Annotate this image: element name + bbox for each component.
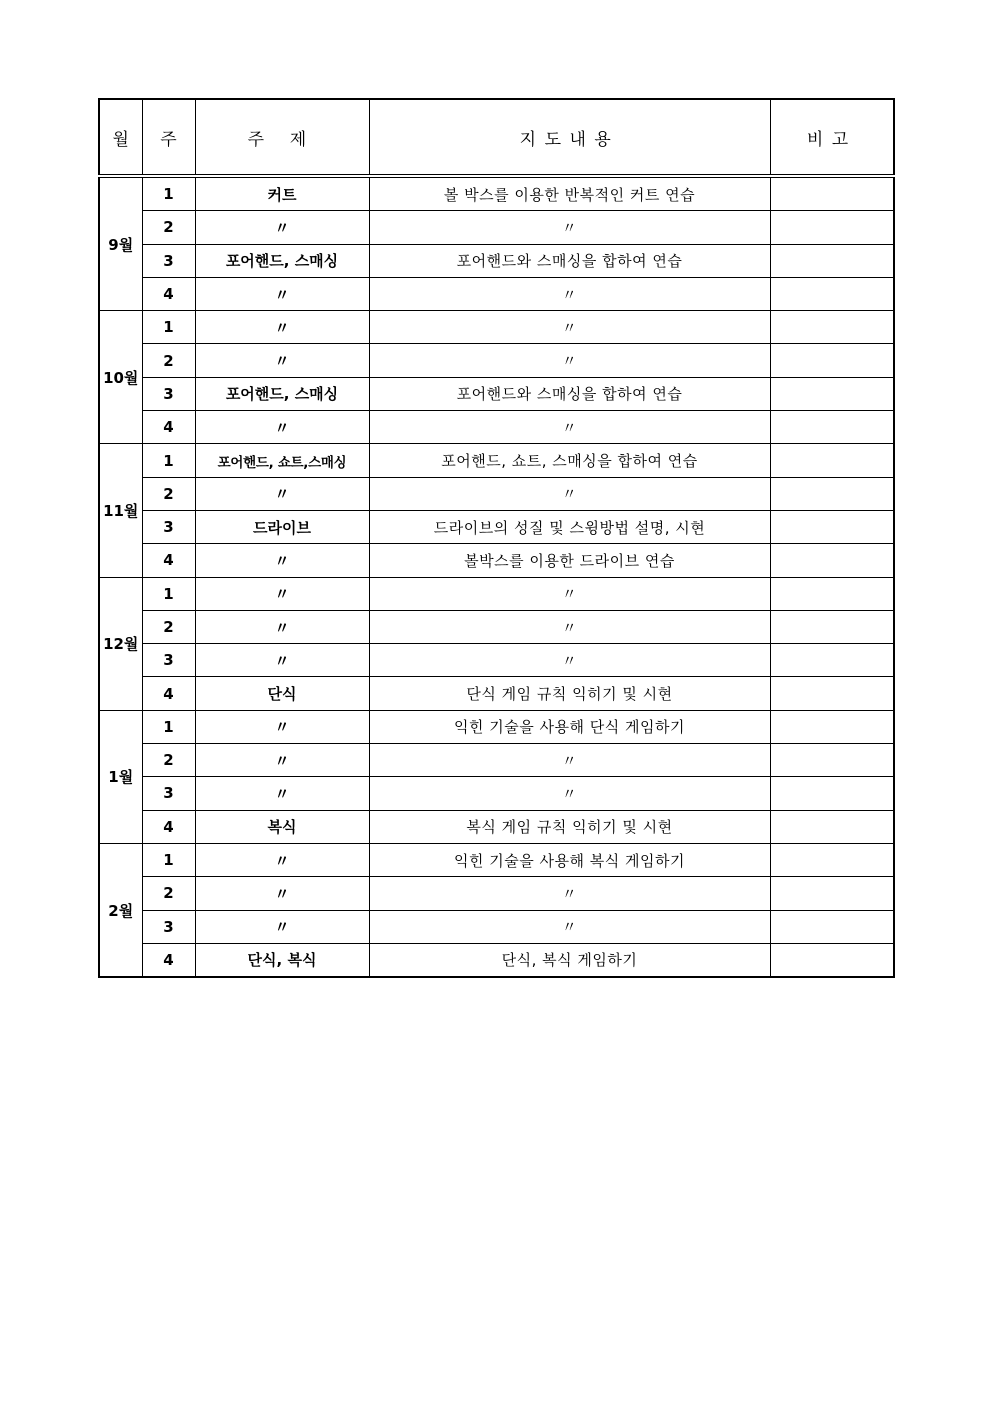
note-cell <box>770 610 894 643</box>
week-cell: 3 <box>142 244 195 277</box>
table-row <box>99 744 894 777</box>
table-row <box>99 211 894 244</box>
week-cell: 1 <box>142 710 195 743</box>
table-row <box>99 477 894 510</box>
content-cell: 〃 <box>369 777 770 810</box>
content-cell: 〃 <box>369 344 770 377</box>
note-cell <box>770 377 894 410</box>
week-cell: 2 <box>142 211 195 244</box>
table-row <box>99 544 894 577</box>
week-cell: 4 <box>142 411 195 444</box>
content-cell: 〃 <box>369 577 770 610</box>
content-cell: 익힌 기술을 사용해 복식 게임하기 <box>369 843 770 876</box>
table-row <box>99 710 894 743</box>
table-row <box>99 943 894 977</box>
week-cell: 4 <box>142 277 195 310</box>
topic-cell: 〃 <box>195 211 369 244</box>
content-cell: 포어핸드, 쇼트, 스매싱을 합하여 연습 <box>369 444 770 477</box>
header-topic-label: 주 제 <box>247 129 317 150</box>
header-week: 주 <box>142 99 195 176</box>
week-cell: 1 <box>142 843 195 876</box>
topic-cell: 〃 <box>195 744 369 777</box>
topic-cell: 포어핸드, 쇼트,스매싱 <box>195 444 369 477</box>
content-cell: 〃 <box>369 644 770 677</box>
lesson-plan-table <box>98 98 895 978</box>
note-cell <box>770 311 894 344</box>
note-cell <box>770 444 894 477</box>
week-cell: 4 <box>142 943 195 977</box>
header-note: 비고 <box>770 99 894 176</box>
table-body <box>99 176 894 977</box>
note-cell <box>770 244 894 277</box>
week-cell: 2 <box>142 877 195 910</box>
month-cell: 9월 <box>99 176 142 311</box>
topic-cell: 커트 <box>195 176 369 211</box>
note-cell <box>770 544 894 577</box>
table-row <box>99 810 894 843</box>
table-row <box>99 777 894 810</box>
note-cell <box>770 877 894 910</box>
topic-cell: 〃 <box>195 710 369 743</box>
table-row <box>99 244 894 277</box>
table-row <box>99 910 894 943</box>
note-cell <box>770 344 894 377</box>
table-row <box>99 843 894 876</box>
table-row <box>99 411 894 444</box>
content-cell: 복식 게임 규칙 익히기 및 시현 <box>369 810 770 843</box>
table-row <box>99 877 894 910</box>
note-cell <box>770 843 894 876</box>
note-cell <box>770 810 894 843</box>
note-cell <box>770 577 894 610</box>
content-cell: 〃 <box>369 311 770 344</box>
content-cell: 〃 <box>369 477 770 510</box>
topic-cell: 〃 <box>195 311 369 344</box>
content-cell: 〃 <box>369 610 770 643</box>
content-cell: 단식, 복식 게임하기 <box>369 943 770 977</box>
note-cell <box>770 744 894 777</box>
content-cell: 볼 박스를 이용한 반복적인 커트 연습 <box>369 176 770 211</box>
table-row <box>99 311 894 344</box>
week-cell: 4 <box>142 677 195 710</box>
topic-cell: 단식, 복식 <box>195 943 369 977</box>
topic-cell: 단식 <box>195 677 369 710</box>
note-cell <box>770 477 894 510</box>
topic-cell: 〃 <box>195 411 369 444</box>
topic-cell: 〃 <box>195 843 369 876</box>
topic-cell: 〃 <box>195 277 369 310</box>
topic-cell: 〃 <box>195 877 369 910</box>
topic-cell: 〃 <box>195 610 369 643</box>
month-cell: 1월 <box>99 710 142 843</box>
topic-cell: 드라이브 <box>195 510 369 543</box>
week-cell: 2 <box>142 344 195 377</box>
month-cell: 11월 <box>99 444 142 577</box>
content-cell: 〃 <box>369 211 770 244</box>
week-cell: 1 <box>142 444 195 477</box>
content-cell: 익힌 기술을 사용해 단식 게임하기 <box>369 710 770 743</box>
topic-cell: 〃 <box>195 777 369 810</box>
header-month: 월 <box>99 99 142 176</box>
topic-cell: 〃 <box>195 544 369 577</box>
table-row <box>99 677 894 710</box>
topic-cell: 〃 <box>195 344 369 377</box>
topic-cell: 〃 <box>195 910 369 943</box>
note-cell <box>770 277 894 310</box>
week-cell: 2 <box>142 610 195 643</box>
week-cell: 2 <box>142 744 195 777</box>
topic-cell: 복식 <box>195 810 369 843</box>
content-cell: 〃 <box>369 877 770 910</box>
content-cell: 드라이브의 성질 및 스윙방법 설명, 시현 <box>369 510 770 543</box>
week-cell: 4 <box>142 810 195 843</box>
note-cell <box>770 176 894 211</box>
note-cell <box>770 411 894 444</box>
month-cell: 2월 <box>99 843 142 977</box>
table-row <box>99 277 894 310</box>
week-cell: 3 <box>142 910 195 943</box>
week-cell: 3 <box>142 777 195 810</box>
week-cell: 4 <box>142 544 195 577</box>
table-row <box>99 344 894 377</box>
month-cell: 10월 <box>99 311 142 444</box>
header-topic <box>195 99 369 176</box>
month-cell: 12월 <box>99 577 142 710</box>
topic-cell: 포어핸드, 스매싱 <box>195 244 369 277</box>
week-cell: 2 <box>142 477 195 510</box>
week-cell: 1 <box>142 311 195 344</box>
note-cell <box>770 710 894 743</box>
table-row <box>99 510 894 543</box>
topic-cell: 포어핸드, 스매싱 <box>195 377 369 410</box>
table-row <box>99 644 894 677</box>
note-cell <box>770 677 894 710</box>
content-cell: 〃 <box>369 744 770 777</box>
note-cell <box>770 777 894 810</box>
content-cell: 단식 게임 규칙 익히기 및 시현 <box>369 677 770 710</box>
week-cell: 3 <box>142 510 195 543</box>
note-cell <box>770 644 894 677</box>
table-row <box>99 444 894 477</box>
content-cell: 〃 <box>369 411 770 444</box>
topic-cell: 〃 <box>195 577 369 610</box>
content-cell: 포어핸드와 스매싱을 합하여 연습 <box>369 377 770 410</box>
week-cell: 3 <box>142 644 195 677</box>
table-row <box>99 577 894 610</box>
week-cell: 3 <box>142 377 195 410</box>
content-cell: 〃 <box>369 277 770 310</box>
week-cell: 1 <box>142 577 195 610</box>
week-cell: 1 <box>142 176 195 211</box>
note-cell <box>770 943 894 977</box>
header-content: 지도내용 <box>369 99 770 176</box>
table-row <box>99 176 894 211</box>
header-row <box>99 99 894 176</box>
topic-cell: 〃 <box>195 644 369 677</box>
content-cell: 볼박스를 이용한 드라이브 연습 <box>369 544 770 577</box>
note-cell <box>770 211 894 244</box>
table-row <box>99 377 894 410</box>
content-cell: 포어핸드와 스매싱을 합하여 연습 <box>369 244 770 277</box>
note-cell <box>770 910 894 943</box>
content-cell: 〃 <box>369 910 770 943</box>
table-row <box>99 610 894 643</box>
topic-cell: 〃 <box>195 477 369 510</box>
note-cell <box>770 510 894 543</box>
